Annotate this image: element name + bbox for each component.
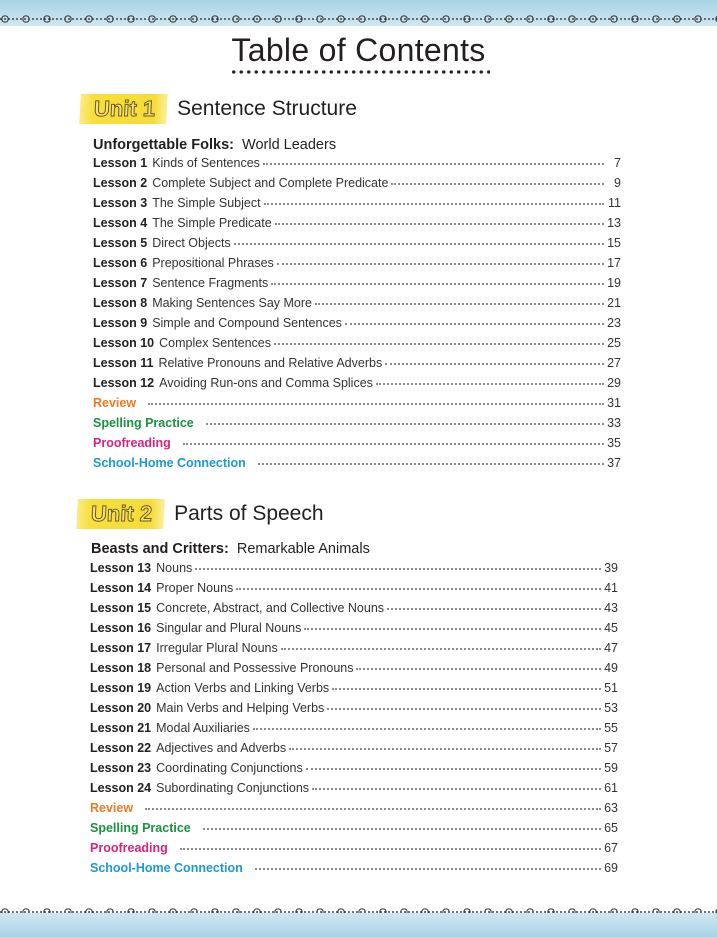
lesson-number: Lesson 12 [93, 376, 155, 390]
toc-entry-lesson [93, 376, 621, 396]
page-number: 21 [607, 296, 621, 310]
page-number: 63 [604, 801, 618, 815]
toc-entry-lesson [93, 156, 621, 176]
entry-title: Proofreading [93, 436, 171, 450]
dot-leader [387, 608, 601, 610]
lesson-number: Lesson 21 [90, 721, 152, 735]
toc-entry-lesson [90, 701, 618, 721]
page-number: 31 [607, 396, 621, 410]
lesson-number: Lesson 22 [90, 741, 152, 755]
dot-leader [195, 568, 601, 570]
dot-leader [253, 728, 601, 730]
dot-leader [376, 383, 604, 385]
bottom-border-band [0, 913, 717, 937]
toc-entry-lesson [90, 601, 618, 621]
toc-entry-lesson [93, 256, 621, 276]
entry-title: Modal Auxiliaries [156, 721, 250, 735]
dot-leader [183, 443, 604, 445]
lesson-number: Lesson 23 [90, 761, 152, 775]
dot-leader [264, 203, 604, 205]
toc-entry-lesson [93, 356, 621, 376]
toc-entry-lesson [93, 316, 621, 336]
lesson-number: Lesson 16 [90, 621, 152, 635]
dot-leader [255, 868, 601, 870]
dot-leader [356, 668, 601, 670]
dot-leader [263, 163, 604, 165]
page-number: 17 [607, 256, 621, 270]
page-number: 67 [604, 841, 618, 855]
toc-entry-spelling [93, 416, 621, 436]
lesson-number: Lesson 10 [93, 336, 155, 350]
lesson-number: Lesson 17 [90, 641, 152, 655]
lesson-number: Lesson 13 [90, 561, 152, 575]
lesson-number: Lesson 9 [93, 316, 148, 330]
lesson-number: Lesson 8 [93, 296, 148, 310]
toc-entry-lesson [90, 721, 618, 741]
lesson-number: Lesson 7 [93, 276, 148, 290]
theme-label: Beasts and Critters: [91, 541, 229, 557]
entry-title: Coordinating Conjunctions [156, 761, 303, 775]
dot-leader [275, 223, 604, 225]
dot-leader [304, 628, 601, 630]
page-number: 9 [614, 176, 621, 190]
entry-title: Nouns [156, 561, 193, 575]
dot-leader [274, 343, 604, 345]
lesson-number: Lesson 3 [93, 196, 148, 210]
top-chain-decoration [0, 14, 717, 24]
entry-title: The Simple Predicate [152, 216, 272, 230]
page-number: 53 [604, 701, 618, 715]
entry-title: Complex Sentences [159, 336, 272, 350]
dot-leader [327, 708, 601, 710]
page-number: 25 [607, 336, 621, 350]
toc-entry-lesson [93, 336, 621, 356]
toc-entry-school-home [90, 861, 618, 881]
page-number: 51 [604, 681, 618, 695]
toc-entry-lesson [90, 661, 618, 681]
page-number: 15 [607, 236, 621, 250]
page-number: 49 [604, 661, 618, 675]
lesson-number: Lesson 11 [93, 356, 154, 370]
page-number: 55 [604, 721, 618, 735]
entry-title: Sentence Fragments [152, 276, 269, 290]
lesson-number: Lesson 24 [90, 781, 152, 795]
entry-title: Prepositional Phrases [152, 256, 274, 270]
unit-badge: Unit 2 [76, 499, 165, 529]
lesson-number: Lesson 6 [93, 256, 148, 270]
toc-entry-lesson [90, 761, 618, 781]
entry-title: Making Sentences Say More [152, 296, 312, 310]
toc-entry-lesson [93, 216, 621, 236]
dot-leader [312, 788, 601, 790]
toc-entry-lesson [93, 236, 621, 256]
page-number: 29 [607, 376, 621, 390]
lesson-number: Lesson 1 [93, 156, 148, 170]
unit-title: Parts of Speech [174, 502, 324, 525]
dot-leader [236, 588, 601, 590]
lesson-number: Lesson 5 [93, 236, 148, 250]
page-number: 33 [607, 416, 621, 430]
dot-leader [258, 463, 604, 465]
unit-1-contents-list [93, 156, 621, 476]
entry-title: Review [93, 396, 137, 410]
entry-title: Subordinating Conjunctions [156, 781, 310, 795]
dot-leader [145, 808, 601, 810]
lesson-number: Lesson 18 [90, 661, 152, 675]
lesson-number: Lesson 20 [90, 701, 152, 715]
entry-title: School-Home Connection [93, 456, 246, 470]
dot-leader [206, 423, 604, 425]
unit-1-theme [93, 137, 336, 153]
toc-entry-review [90, 801, 618, 821]
page-number: 69 [604, 861, 618, 875]
entry-title: Adjectives and Adverbs [156, 741, 287, 755]
entry-title: Kinds of Sentences [152, 156, 260, 170]
unit-1-header [80, 94, 357, 124]
toc-entry-review [93, 396, 621, 416]
page-title: Table of Contents [231, 32, 486, 68]
toc-entry-lesson [93, 176, 621, 196]
toc-entry-lesson [90, 621, 618, 641]
dot-leader [271, 283, 604, 285]
toc-entry-proofreading [93, 436, 621, 456]
dot-leader [281, 648, 601, 650]
dot-leader [203, 828, 601, 830]
dot-leader [345, 323, 604, 325]
page-number: 11 [608, 196, 621, 210]
toc-entry-lesson [90, 581, 618, 601]
entry-title: Spelling Practice [93, 416, 194, 430]
page-number: 61 [604, 781, 618, 795]
lesson-number: Lesson 14 [90, 581, 152, 595]
lesson-number: Lesson 4 [93, 216, 148, 230]
page-number: 39 [604, 561, 618, 575]
unit-2-header [77, 499, 324, 529]
toc-entry-lesson [90, 561, 618, 581]
theme-name: Remarkable Animals [236, 541, 370, 557]
entry-title: Review [90, 801, 134, 815]
page-number: 13 [607, 216, 621, 230]
page-number: 35 [607, 436, 621, 450]
dot-leader [148, 403, 604, 405]
unit-badge: Unit 1 [79, 94, 168, 124]
lesson-number: Lesson 15 [90, 601, 152, 615]
entry-title: Main Verbs and Helping Verbs [156, 701, 325, 715]
toc-entry-lesson [93, 296, 621, 316]
page-number: 23 [607, 316, 621, 330]
title-underline-dots [230, 70, 490, 74]
unit-title: Sentence Structure [177, 97, 357, 120]
dot-leader [332, 688, 601, 690]
page-number: 45 [604, 621, 618, 635]
dot-leader [315, 303, 604, 305]
page-number: 7 [614, 156, 621, 170]
page-number: 65 [604, 821, 618, 835]
toc-entry-lesson [90, 641, 618, 661]
dot-leader [277, 263, 604, 265]
entry-title: Avoiding Run-ons and Comma Splices [159, 376, 373, 390]
page-number: 41 [604, 581, 618, 595]
entry-title: Complete Subject and Complete Predicate [152, 176, 389, 190]
lesson-number: Lesson 19 [90, 681, 152, 695]
dot-leader [180, 848, 601, 850]
page-number: 37 [607, 456, 621, 470]
entry-title: Simple and Compound Sentences [152, 316, 342, 330]
toc-entry-lesson [90, 681, 618, 701]
dot-leader [385, 363, 604, 365]
entry-title: Irregular Plural Nouns [156, 641, 278, 655]
entry-title: The Simple Subject [152, 196, 261, 210]
entry-title: Proofreading [90, 841, 168, 855]
entry-title: Personal and Possessive Pronouns [156, 661, 354, 675]
theme-label: Unforgettable Folks: [93, 137, 234, 153]
entry-title: Concrete, Abstract, and Collective Nouns [156, 601, 385, 615]
page-number: 19 [607, 276, 621, 290]
page-number: 27 [607, 356, 621, 370]
toc-entry-lesson [90, 781, 618, 801]
page-number: 59 [604, 761, 618, 775]
toc-entry-lesson [93, 196, 621, 216]
unit-2-theme [91, 541, 370, 557]
toc-entry-proofreading [90, 841, 618, 861]
unit-2-contents-list [90, 561, 618, 881]
entry-title: Relative Pronouns and Relative Adverbs [158, 356, 383, 370]
dot-leader [391, 183, 604, 185]
dot-leader [306, 768, 601, 770]
entry-title: Action Verbs and Linking Verbs [156, 681, 330, 695]
entry-title: Direct Objects [152, 236, 231, 250]
theme-name: World Leaders [242, 137, 337, 153]
page-number: 57 [604, 741, 618, 755]
lesson-number: Lesson 2 [93, 176, 148, 190]
toc-entry-lesson [90, 741, 618, 761]
page-number: 43 [604, 601, 618, 615]
dot-leader [289, 748, 601, 750]
entry-title: School-Home Connection [90, 861, 243, 875]
entry-title: Proper Nouns [156, 581, 234, 595]
toc-entry-lesson [93, 276, 621, 296]
page-number: 47 [604, 641, 618, 655]
entry-title: Singular and Plural Nouns [156, 621, 302, 635]
entry-title: Spelling Practice [90, 821, 191, 835]
toc-entry-school-home [93, 456, 621, 476]
toc-entry-spelling [90, 821, 618, 841]
dot-leader [234, 243, 604, 245]
